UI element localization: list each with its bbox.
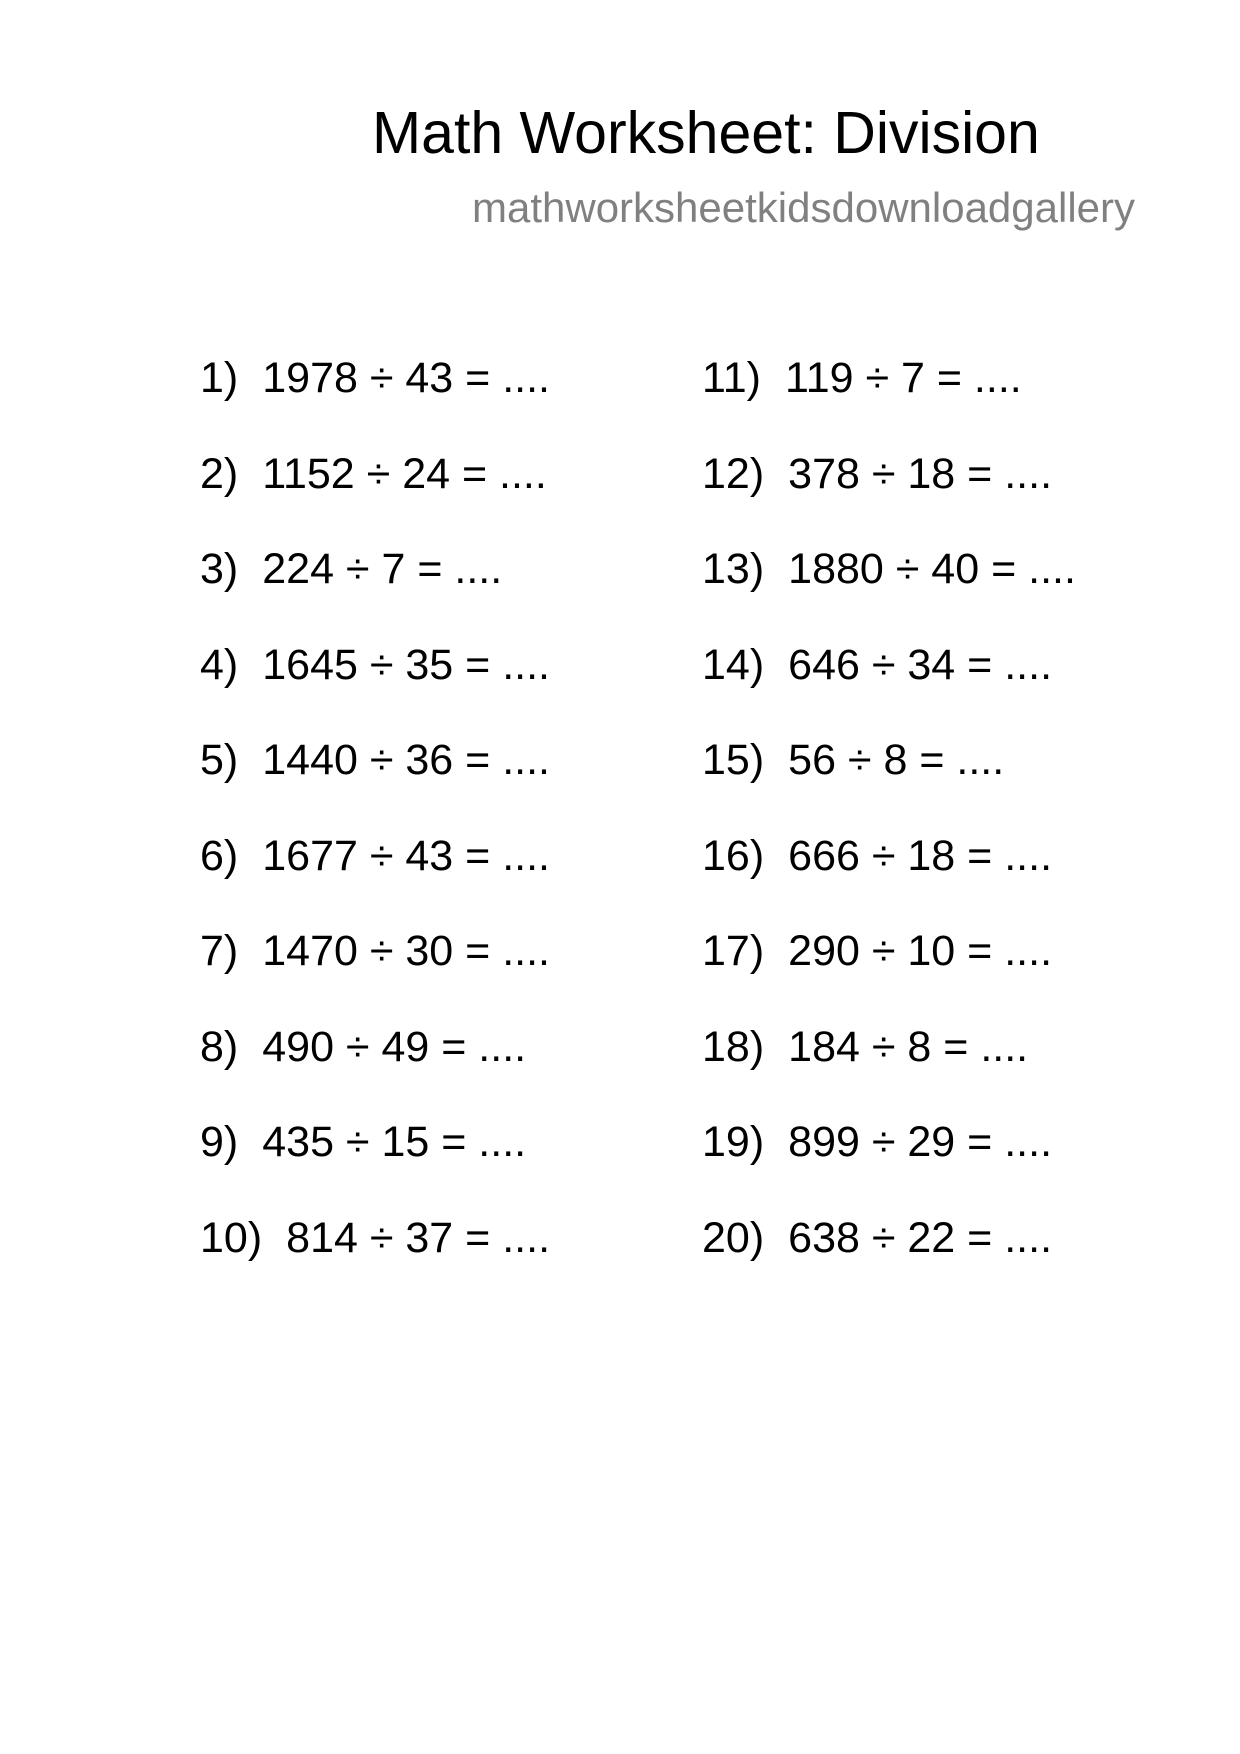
problem-column-right [702,348,1076,1303]
problem-expression: 899 ÷ 29 = .... [788,1118,1053,1166]
problem-item [702,635,1076,731]
problem-number: 12) [702,449,765,498]
problem-item [200,539,550,635]
problem-number: 2) [200,449,239,498]
problem-item [200,635,550,731]
problem-expression: 119 ÷ 7 = .... [784,354,1022,402]
problem-item [200,1112,550,1208]
problem-expression: 1470 ÷ 30 = .... [262,927,551,975]
problem-expression: 666 ÷ 18 = .... [788,831,1053,880]
problem-expression: 1152 ÷ 24 = .... [262,449,547,498]
problem-item [702,826,1076,922]
problem-expression: 1978 ÷ 43 = .... [262,354,551,402]
problem-item [702,444,1076,540]
problem-number: 7) [200,927,239,975]
page-subtitle: mathworksheetkidsdownloadgallery [472,184,1136,231]
problem-number: 3) [200,545,239,593]
problem-expression: 638 ÷ 22 = .... [788,1213,1053,1262]
problem-expression: 56 ÷ 8 = .... [788,736,1005,784]
problem-number: 19) [702,1118,765,1166]
problem-expression: 378 ÷ 18 = .... [788,449,1053,498]
problem-expression: 224 ÷ 7 = .... [262,545,503,593]
problem-expression: 184 ÷ 8 = .... [788,1022,1029,1071]
problem-item [702,1112,1076,1208]
problem-item [200,444,550,540]
problem-item [702,348,1076,444]
problem-expression: 646 ÷ 34 = .... [788,640,1053,689]
problem-column-left [200,348,550,1303]
problem-number: 11) [702,354,761,402]
problem-expression: 435 ÷ 15 = .... [262,1118,527,1166]
problem-number: 15) [702,736,765,784]
problem-number: 20) [702,1213,765,1262]
problem-item [200,1017,550,1113]
problem-number: 5) [200,736,239,784]
problem-item [702,730,1076,826]
problem-expression: 814 ÷ 37 = .... [286,1213,551,1262]
problem-number: 17) [702,927,765,975]
problem-expression: 490 ÷ 49 = .... [262,1022,527,1071]
problem-item [702,1208,1076,1304]
problem-number: 8) [200,1022,239,1071]
problem-item [702,921,1076,1017]
problem-number: 6) [200,831,239,880]
problem-number: 10) [200,1213,263,1262]
problem-item [200,730,550,826]
problem-number: 1) [200,354,239,402]
problem-number: 18) [702,1022,765,1071]
problem-item [702,539,1076,635]
problem-expression: 1645 ÷ 35 = .... [262,640,551,689]
problem-item [200,921,550,1017]
problem-item [200,826,550,922]
problem-expression: 1880 ÷ 40 = .... [788,545,1076,593]
problem-number: 14) [702,640,765,689]
problem-number: 13) [702,545,765,593]
problem-expression: 1440 ÷ 36 = .... [262,736,551,784]
problem-expression: 290 ÷ 10 = .... [788,927,1053,975]
problem-item [702,1017,1076,1113]
problem-item [200,1208,550,1304]
problem-number: 4) [200,640,239,689]
problem-expression: 1677 ÷ 43 = .... [262,831,551,880]
page-title: Math Worksheet: Division [372,100,1040,166]
problem-item [200,348,550,444]
problem-number: 16) [702,831,765,880]
problem-number: 9) [200,1118,239,1166]
